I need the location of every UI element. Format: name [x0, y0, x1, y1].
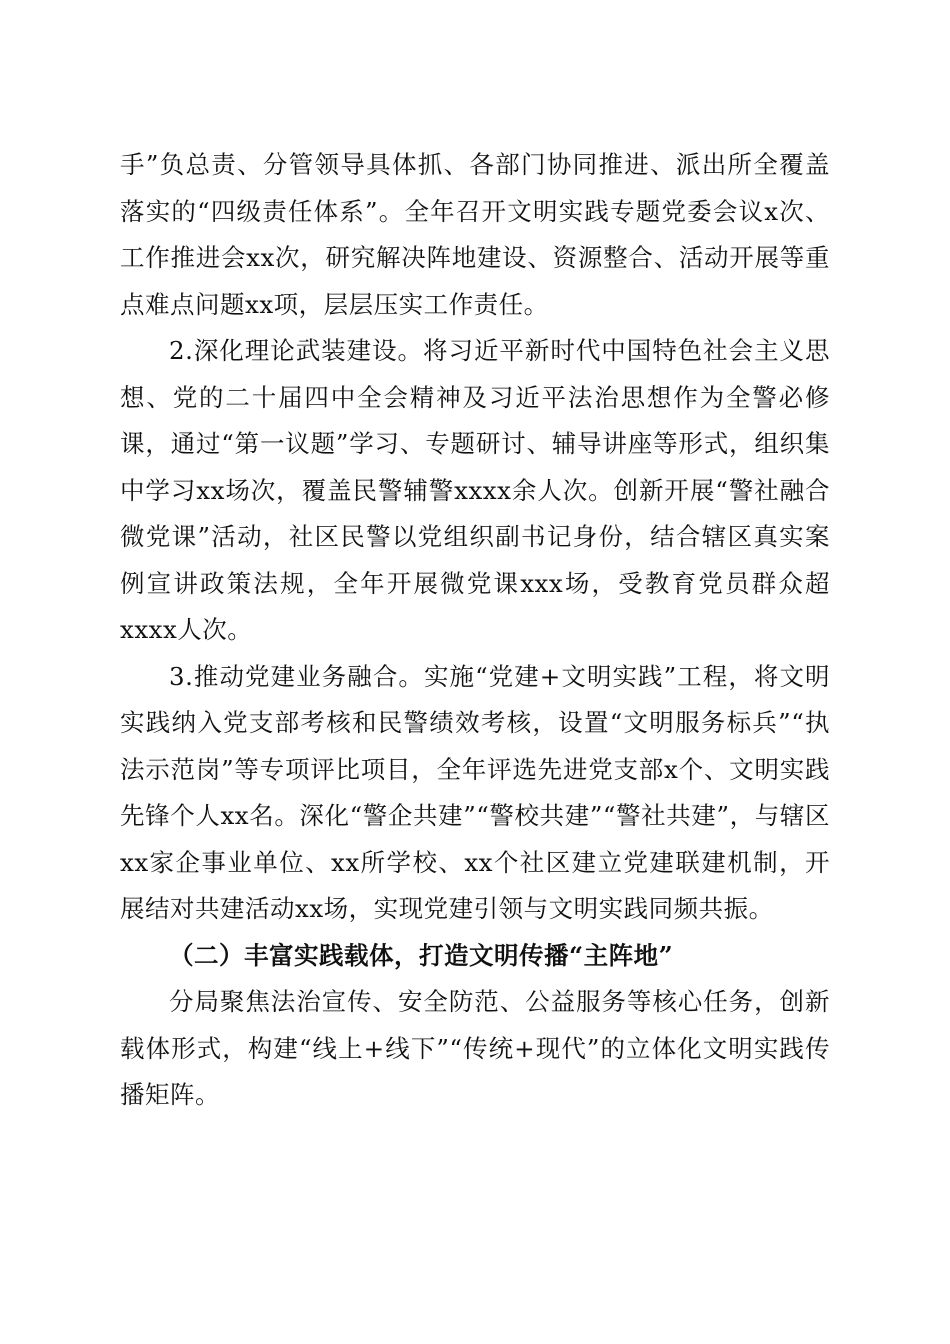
section-paragraph: 分局聚焦法治宣传、安全防范、公益服务等核心任务，创新载体形式，构建“线上+线下”“传统+现代”的立体化文明实践传播矩阵。: [120, 987, 830, 1109]
section-heading: （二）丰富实践载体，打造文明传播“主阵地”: [169, 940, 674, 970]
document-body: [120, 142, 830, 1119]
paragraph-party-business-integration: 3.推动党建业务融合。实施“党建+文明实践”工程，将文明实践纳入党支部考核和民警绩效考核，设置“文明服务标兵”“执法示范岗”等专项评比项目，全年评选先进党支部x个、文明实践先锋个人xx名。深化“警企共建”“警校共建”“警社共建”，与辖区xx家企事业单位、xx所学校、xx个社区建立党建联建机制，开展结对共建活动xx场，实现党建引领与文明实践同频共振。: [120, 661, 830, 923]
paragraph-theory-building: 2.深化理论武装建设。将习近平新时代中国特色社会主义思想、党的二十届四中全会精神及习近平法治思想作为全警必修课，通过“第一议题”学习、专题研讨、辅导讲座等形式，组织集中学习xx场次，覆盖民警辅警xxxx余人次。创新开展“警社融合微党课”活动，社区民警以党组织副书记身份，结合辖区真实案例宣讲政策法规，全年开展微党课xxx场，受教育党员群众超xxxx人次。: [120, 336, 830, 644]
paragraph-responsibility-system: 手”负总责、分管领导具体抓、各部门协同推进、派出所全覆盖落实的“四级责任体系”。全年召开文明实践专题党委会议x次、工作推进会xx次，研究解决阵地建设、资源整合、活动开展等重点难点问题xx项，层层压实工作责任。: [120, 150, 830, 319]
